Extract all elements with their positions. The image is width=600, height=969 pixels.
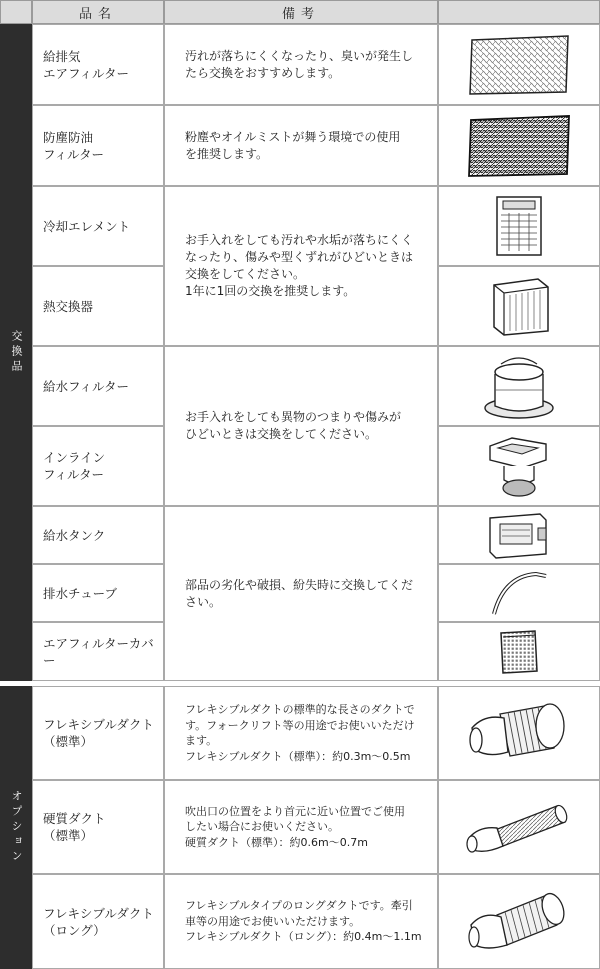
table-row-image (438, 105, 600, 186)
cooling-element-icon (489, 191, 549, 261)
table-row-image (438, 622, 600, 681)
table-row-image (438, 564, 600, 622)
table-row-image (438, 506, 600, 564)
section-label-option (0, 686, 32, 969)
table-row-image (438, 874, 600, 969)
rigid-duct-icon (461, 794, 577, 860)
header-image-cell (438, 0, 600, 24)
table-row-name: フレキシブルダクト （標準） (32, 686, 164, 780)
table-row-name: エアフィルターカバー (32, 622, 164, 681)
table-row-name: 給排気 エアフィルター (32, 24, 164, 105)
heat-exchanger-icon (484, 273, 554, 339)
table-row-name: 給水フィルター (32, 346, 164, 426)
section-label-option-text: オプション (10, 790, 23, 865)
table-row-note: フレキシブルタイプのロングダクトです。牽引 車等の用途でお使いいただけます。 フレキシブルダクト（ロング）：約0.4m～1.1m (164, 874, 438, 969)
table-row-name: フレキシブルダクト （ロング） (32, 874, 164, 969)
table-row-name: 熱交換器 (32, 266, 164, 346)
table-row-note: 部品の劣化や破損、紛失時に交換してくだ さい。 (164, 506, 438, 681)
table-row-note: 吹出口の位置をより首元に近い位置でご使用 したい場合にお使いください。 硬質ダクト（標準）：約0.6m～0.7m (164, 780, 438, 874)
water-filter-icon (481, 350, 557, 422)
table-row-note: フレキシブルダクトの標準的な長さのダクトで す。フォークリフト等の用途でお使いいただけ ます。 フレキシブルダクト（標準）：約0.3m～0.5m (164, 686, 438, 780)
air-filter-icon (464, 34, 574, 96)
table-row-image (438, 266, 600, 346)
dust-oil-filter-icon (463, 114, 575, 178)
table-row-name: 給水タンク (32, 506, 164, 564)
table-row-note: お手入れをしても異物のつまりや傷みが ひどいときは交換をしてください。 (164, 346, 438, 506)
table-row-image (438, 346, 600, 426)
table-row-name: 冷却エレメント (32, 186, 164, 266)
table-row-image (438, 780, 600, 874)
table-row-image (438, 24, 600, 105)
inline-filter-icon (482, 430, 556, 502)
table-row-image (438, 686, 600, 780)
filter-cover-icon (495, 627, 543, 677)
table-row-name: 防塵防油 フィルター (32, 105, 164, 186)
flexible-duct-long-icon (463, 885, 575, 959)
section-label-replacement (0, 24, 32, 681)
drain-tube-icon (484, 568, 554, 618)
table-row-image (438, 426, 600, 506)
table-row-note: 粉塵やオイルミストが舞う環境での使用 を推奨します。 (164, 105, 438, 186)
header-name-cell (32, 0, 164, 24)
flexible-duct-icon (464, 696, 574, 770)
table-row-note: 汚れが落ちにくくなったり、臭いが発生し たら交換をおすすめします。 (164, 24, 438, 105)
table-row-image (438, 186, 600, 266)
section-label-replacement-text: 交換品 (10, 330, 23, 375)
table-row-name: インライン フィルター (32, 426, 164, 506)
header-blank-cell (0, 0, 32, 24)
header-name-label: 品名 (78, 6, 117, 22)
table-row-name: 硬質ダクト （標準） (32, 780, 164, 874)
header-notes-cell (164, 0, 438, 24)
header-notes-label: 備考 (281, 6, 320, 22)
water-tank-icon (484, 510, 554, 560)
table-row-name: 排水チューブ (32, 564, 164, 622)
table-row-note: お手入れをしても汚れや水垢が落ちにくく なったり、傷みや型くずれがひどいときは 交換をしてください。 1年に1回の交換を推奨します。 (164, 186, 438, 346)
